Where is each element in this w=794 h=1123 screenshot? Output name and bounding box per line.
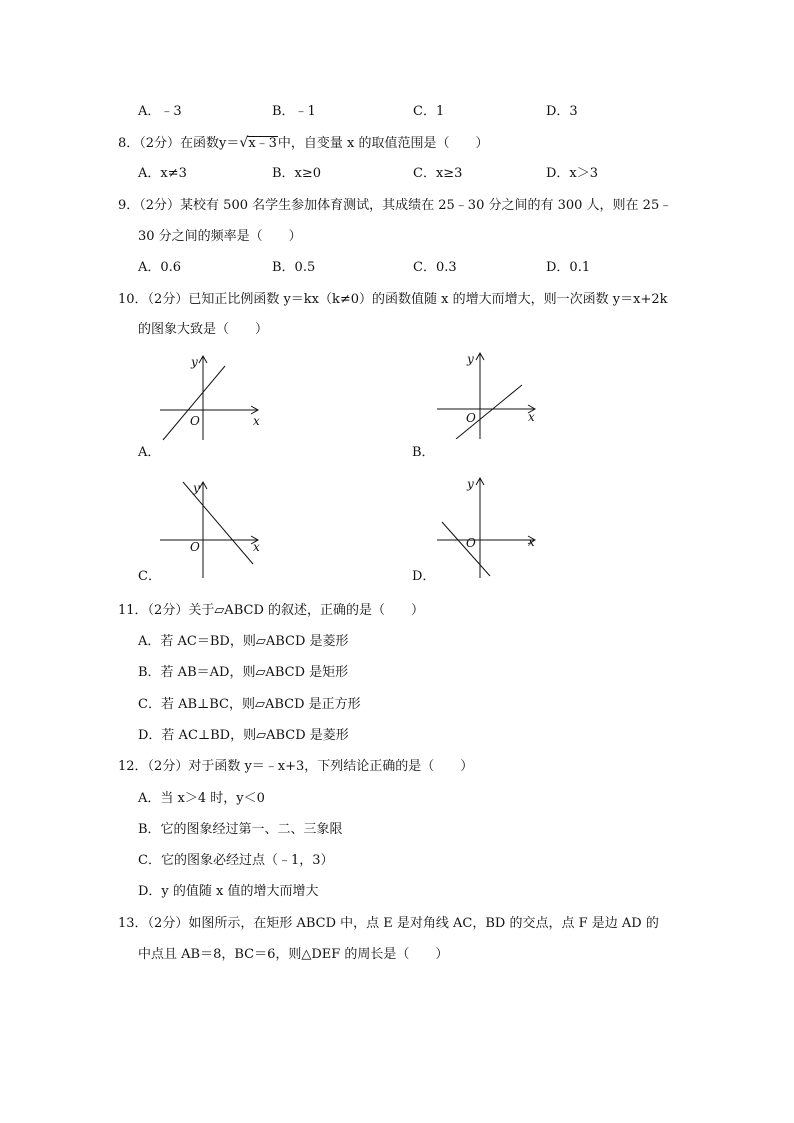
q10-option-d[interactable]: D． bbox=[412, 569, 436, 584]
q10-option-b[interactable]: B． bbox=[412, 445, 435, 460]
q11-option-a[interactable]: A．若 AC＝BD，则▱ABCD 是菱形 bbox=[138, 634, 349, 649]
q10-graph-d bbox=[432, 474, 542, 580]
q8-stem-prefix: 8．（2分）在函数y＝ bbox=[118, 136, 240, 151]
q8-option-d[interactable]: D．x＞3 bbox=[546, 166, 599, 181]
q10-graph-c bbox=[155, 478, 265, 580]
q9-option-c[interactable]: C．0.3 bbox=[413, 260, 457, 275]
q8-stem bbox=[118, 134, 489, 153]
q11-option-d[interactable]: D．若 AC⊥BD，则▱ABCD 是菱形 bbox=[138, 728, 349, 743]
y-axis-label: y bbox=[467, 352, 474, 366]
y-axis-label: y bbox=[191, 355, 198, 369]
q8-option-a[interactable]: A．x≠3 bbox=[138, 166, 187, 181]
x-axis-label: x bbox=[528, 535, 535, 549]
q12-option-c[interactable]: C．它的图象必经过点（﹣1，3） bbox=[138, 853, 334, 868]
q9-option-a[interactable]: A．0.6 bbox=[138, 260, 182, 275]
origin-label: O bbox=[466, 536, 476, 550]
q8-option-b[interactable]: B．x≥0 bbox=[272, 166, 322, 181]
origin-label: O bbox=[190, 540, 200, 554]
q8-stem-suffix: 中，自变量 x 的取值范围是（ ） bbox=[277, 136, 489, 151]
q12-option-a[interactable]: A．当 x＞4 时，y＜0 bbox=[138, 791, 265, 806]
q7-option-a[interactable]: A．﹣3 bbox=[138, 104, 182, 119]
q9-stem-line1: 9．（2分）某校有 500 名学生参加体育测试，其成绩在 25﹣30 分之间的有 300 人，则在 25﹣ bbox=[118, 198, 673, 213]
q8-option-c[interactable]: C．x≥3 bbox=[413, 166, 463, 181]
q9-stem-line2: 30 分之间的频率是（ ） bbox=[138, 229, 302, 244]
q11-option-c[interactable]: C．若 AB⊥BC，则▱ABCD 是正方形 bbox=[138, 697, 361, 712]
q10-graph-b bbox=[432, 349, 542, 439]
q10-option-c[interactable]: C． bbox=[138, 569, 161, 584]
sqrt-symbol: √ bbox=[239, 135, 249, 151]
q7-option-c[interactable]: C．1 bbox=[413, 104, 445, 119]
q13-stem-line2: 中点且 AB＝8，BC＝6，则△DEF 的周长是（ ） bbox=[138, 947, 449, 962]
q12-option-d[interactable]: D．y 的值随 x 值的增大而增大 bbox=[138, 884, 319, 899]
q7-option-d[interactable]: D．3 bbox=[546, 104, 578, 119]
q12-stem: 12．（2分）对于函数 y＝﹣x+3，下列结论正确的是（ ） bbox=[118, 759, 474, 774]
q11-stem: 11．（2分）关于▱ABCD 的叙述，正确的是（ ） bbox=[118, 603, 424, 618]
x-axis-label: x bbox=[253, 414, 260, 428]
x-axis-label: x bbox=[253, 540, 260, 554]
q10-stem-line2: 的图象大致是（ ） bbox=[138, 322, 269, 337]
y-axis-label: y bbox=[467, 477, 474, 491]
origin-label: O bbox=[466, 411, 476, 425]
q9-option-b[interactable]: B．0.5 bbox=[272, 260, 316, 275]
q10-stem-line1: 10．（2分）已知正比例函数 y＝kx（k≠0）的函数值随 x 的增大而增大，则一次函数 y＝x+2k bbox=[118, 292, 668, 307]
q8-radicand: x﹣3 bbox=[248, 136, 277, 151]
q10-option-a[interactable]: A． bbox=[138, 445, 161, 460]
q11-option-b[interactable]: B．若 AB＝AD，则▱ABCD 是矩形 bbox=[138, 665, 349, 680]
q13-stem-line1: 13．（2分）如图所示，在矩形 ABCD 中，点 E 是对角线 AC，BD 的交点，点 F 是边 AD 的 bbox=[118, 916, 659, 931]
q10-graph-a bbox=[155, 352, 265, 442]
y-axis-label: y bbox=[193, 481, 200, 495]
q7-option-b[interactable]: B．﹣1 bbox=[272, 104, 316, 119]
origin-label: O bbox=[190, 414, 200, 428]
q12-option-b[interactable]: B．它的图象经过第一、二、三象限 bbox=[138, 822, 343, 837]
x-axis-label: x bbox=[528, 410, 535, 424]
q9-option-d[interactable]: D．0.1 bbox=[546, 260, 591, 275]
